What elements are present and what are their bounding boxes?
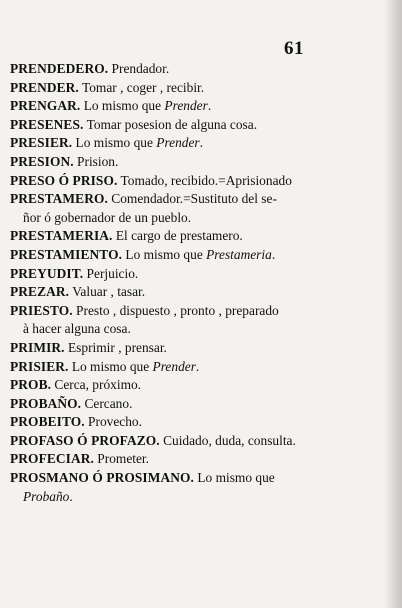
entry-headword: PREZAR.: [10, 284, 70, 300]
entry-definition: Lo mismo que: [72, 135, 157, 151]
entry-headword: PRENDER.: [10, 79, 79, 95]
glossary-entry: [10, 358, 320, 377]
glossary-entry: [10, 153, 320, 172]
glossary-entry: [10, 302, 320, 321]
entry-definition: Tomar posesion de alguna cosa.: [83, 116, 258, 132]
entry-punctuation: .: [207, 98, 212, 114]
entry-definition: Esprimir , prensar.: [64, 339, 167, 355]
entry-definition: Lo mismo que: [194, 470, 275, 486]
entry-headword: PROB.: [10, 377, 52, 393]
glossary-entry: [10, 134, 320, 153]
entry-continuation-line: [10, 488, 320, 507]
entry-cross-reference: Probaño: [23, 488, 70, 504]
entry-definition: Cerca, próximo.: [51, 377, 142, 393]
entry-continuation-line: [10, 320, 320, 339]
glossary-entry: [10, 116, 320, 135]
glossary-entry: [10, 395, 320, 414]
entry-cross-reference: Prender: [164, 98, 208, 114]
glossary-entry: [10, 339, 320, 358]
entry-headword: PRIMIR.: [10, 339, 65, 355]
glossary-entry: [10, 469, 320, 488]
entry-definition: Tomar , coger , recibir.: [78, 79, 205, 95]
entry-headword: PRENDEDERO.: [10, 61, 109, 76]
entry-cross-reference: Prestameria: [206, 246, 272, 262]
entry-headword: PRISIER.: [10, 358, 69, 374]
entry-headword: PRESENES.: [10, 116, 84, 132]
page-edge-shadow: [384, 0, 402, 608]
entry-definition: Valuar , tasar.: [69, 284, 146, 300]
entry-definition: Cercano.: [81, 395, 133, 411]
entry-headword: PRESIER.: [10, 135, 73, 151]
entry-headword: PROFECIAR.: [10, 451, 94, 467]
glossary-entries: [10, 60, 320, 506]
glossary-entry: [10, 190, 320, 209]
entry-cross-reference: Prender: [156, 135, 200, 151]
entry-cross-reference: Prender: [152, 358, 196, 374]
entry-definition: Comendador.=Sustituto del se-: [107, 191, 277, 207]
entry-definition: Provecho.: [84, 414, 142, 430]
entry-definition: Prision.: [73, 153, 119, 169]
entry-headword: PRESTAMIENTO.: [10, 246, 123, 262]
glossary-entry: [10, 172, 320, 191]
entry-definition: à hacer alguna cosa.: [23, 321, 131, 337]
entry-headword: PREYUDIT.: [10, 265, 84, 281]
entry-definition: Lo mismo que: [122, 246, 207, 262]
entry-definition: El cargo de prestamero.: [112, 228, 243, 244]
entry-headword: PROFASO Ó PROFAZO.: [10, 432, 160, 448]
glossary-entry: [10, 283, 320, 302]
entry-definition: Prometer.: [93, 451, 149, 467]
entry-punctuation: .: [199, 135, 204, 151]
entry-headword: PROBAÑO.: [10, 395, 82, 411]
entry-punctuation: .: [69, 488, 73, 504]
entry-headword: PRESTAMERO.: [10, 191, 108, 207]
entry-headword: PRIESTO.: [10, 302, 73, 318]
entry-punctuation: .: [271, 246, 276, 262]
glossary-entry: [10, 450, 320, 469]
entry-headword: PROBEITO.: [10, 414, 85, 430]
entry-definition: Lo mismo que: [68, 358, 153, 374]
glossary-entry: [10, 432, 320, 451]
entry-punctuation: .: [195, 358, 200, 374]
entry-headword: PRESO Ó PRISO.: [10, 172, 118, 188]
glossary-entry: [10, 60, 320, 79]
glossary-entry: [10, 227, 320, 246]
glossary-entry: [10, 376, 320, 395]
entry-definition: Perjuicio.: [83, 265, 139, 281]
entry-definition: Presto , dispuesto , pronto , preparado: [72, 302, 279, 318]
entry-definition: Tomado, recibido.=Aprisionado: [117, 172, 292, 188]
entry-definition: Prendador.: [108, 61, 170, 76]
glossary-entry: [10, 79, 320, 98]
entry-definition: Cuidado, duda, consulta.: [159, 432, 296, 448]
glossary-entry: [10, 413, 320, 432]
glossary-entry: [10, 246, 320, 265]
glossary-entry: [10, 265, 320, 284]
entry-headword: PROSMANO Ó PROSIMANO.: [10, 470, 194, 486]
entry-continuation-line: [10, 209, 320, 228]
entry-headword: PRENGAR.: [10, 98, 81, 114]
entry-definition: ñor ó gobernador de un pueblo.: [23, 209, 192, 225]
entry-headword: PRESTAMERIA.: [10, 228, 113, 244]
entry-headword: PRESION.: [10, 153, 74, 169]
glossary-entry: [10, 97, 320, 116]
entry-definition: Lo mismo que: [80, 98, 165, 114]
page-number: 61: [284, 38, 304, 59]
